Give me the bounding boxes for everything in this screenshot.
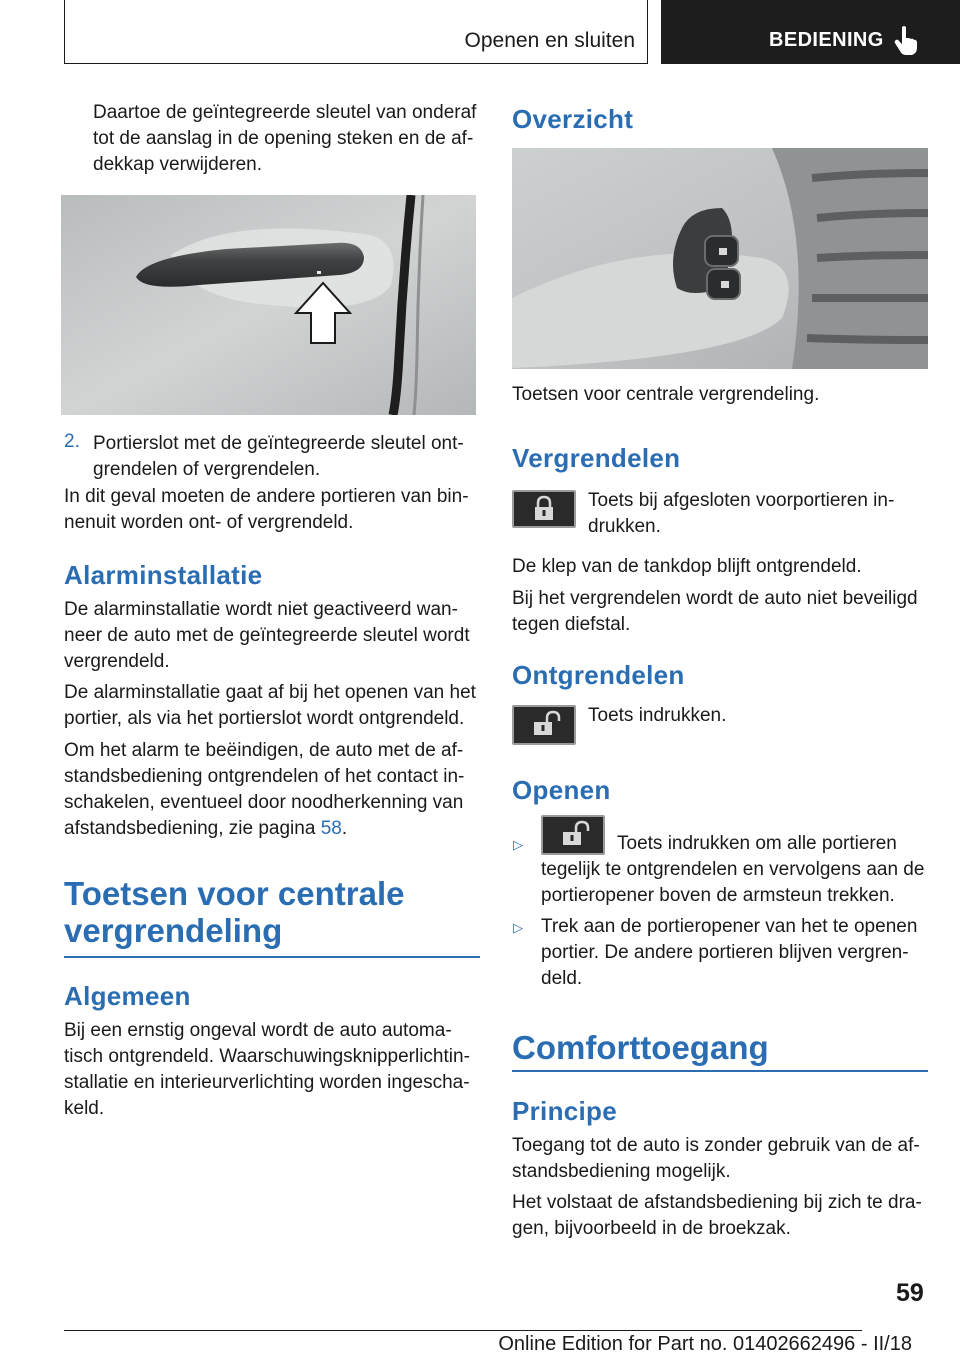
body-paragraph: In dit geval moeten de andere portieren van binnenuit worden ont- of vergrendeld. bbox=[64, 486, 469, 533]
vergrendelen-text: Toets bij afgesloten voorportieren indrukken. bbox=[588, 490, 895, 537]
section-rule bbox=[64, 956, 480, 958]
alarm-paragraph-3-text: Om het alarm te beëindigen, de auto met de afstandsbediening ontgrendelen of het contact inschakelen, eventueel door noodherkenning van afstandsbediening, zie pagina bbox=[64, 740, 465, 839]
comfort-rule bbox=[512, 1070, 928, 1072]
pointing-hand-icon bbox=[893, 24, 921, 56]
page-reference-link[interactable]: 58 bbox=[320, 818, 342, 839]
comfort-title: Comforttoegang bbox=[512, 1029, 769, 1066]
algemeen-heading: Algemeen bbox=[64, 981, 191, 1011]
principe-heading: Principe bbox=[512, 1096, 617, 1126]
unlock-button-icon bbox=[512, 705, 576, 745]
vergrendelen-heading: Vergrendelen bbox=[512, 443, 681, 473]
alarm-paragraph-3 bbox=[64, 738, 480, 842]
openen-heading: Openen bbox=[512, 775, 611, 805]
alarm-paragraph-2: De alarminstallatie gaat af bij het openen van het portier, als via het portierslot wordt ontgrendeld. bbox=[64, 682, 476, 729]
central-lock-buttons-photo bbox=[512, 148, 928, 369]
openen-item-1: Toets indrukken om alle portieren tegelijk te ontgrendelen en vervolgens aan de portieropener boven de armsteun trekken. bbox=[541, 833, 925, 906]
step-number: 2. bbox=[64, 431, 80, 452]
alarm-heading: Alarminstallatie bbox=[64, 560, 263, 590]
alarm-paragraph-3-end: . bbox=[341, 818, 348, 839]
intro-paragraph: Daartoe de geïntegreerde sleutel van onderaf tot de aanslag in de opening steken en de afdekkap verwijderen. bbox=[93, 102, 477, 175]
vergrendelen-paragraph-1: De klep van de tankdop blijft ontgrendeld. bbox=[512, 556, 862, 577]
section-title: Toetsen voor centrale vergrendeling bbox=[64, 875, 405, 949]
bullet-triangle-icon: ▷ bbox=[513, 920, 523, 935]
vergrendelen-paragraph-2: Bij het vergrendelen wordt de auto niet beveiligd tegen diefstal. bbox=[512, 588, 918, 635]
algemeen-paragraph: Bij een ernstig ongeval wordt de auto automatisch ontgrendeld. Waarschuwingsknipperlichtinstallatie en interieurverlichting worden ingeschakeld. bbox=[64, 1020, 470, 1119]
ontgrendelen-heading: Ontgrendelen bbox=[512, 660, 685, 690]
alarm-paragraph-1: De alarminstallatie wordt niet geactiveerd wanneer de auto met de geïntegreerde sleutel wordt vergrendeld. bbox=[64, 599, 470, 672]
overzicht-caption: Toetsen voor centrale vergrendeling. bbox=[512, 384, 820, 405]
footer-rule bbox=[64, 1330, 862, 1331]
page-number: 59 bbox=[896, 1279, 924, 1307]
principe-paragraph-1: Toegang tot de auto is zonder gebruik van de afstandsbediening mogelijk. bbox=[512, 1135, 920, 1182]
lock-button-icon bbox=[512, 490, 576, 528]
principe-paragraph-2: Het volstaat de afstandsbediening bij zich te dragen, bijvoorbeeld in de broekzak. bbox=[512, 1192, 922, 1239]
header-chapter-title: BEDIENING bbox=[769, 29, 884, 51]
footer-edition: Online Edition for Part no. 01402662496 - II/18 bbox=[498, 1333, 912, 1355]
ontgrendelen-text: Toets indrukken. bbox=[588, 705, 727, 726]
step-text: Portierslot met de geïntegreerde sleutel ontgrendelen of vergrendelen. bbox=[93, 433, 464, 480]
bullet-triangle-icon: ▷ bbox=[513, 837, 523, 852]
header-section-box bbox=[64, 0, 648, 64]
overzicht-heading: Overzicht bbox=[512, 104, 634, 134]
header-section-title: Openen en sluiten bbox=[464, 29, 635, 52]
header-chapter-box bbox=[661, 0, 960, 64]
openen-item-2: Trek aan de portieropener van het te openen portier. De andere portieren blijven vergrendeld. bbox=[541, 916, 918, 989]
door-handle-photo bbox=[61, 195, 476, 415]
